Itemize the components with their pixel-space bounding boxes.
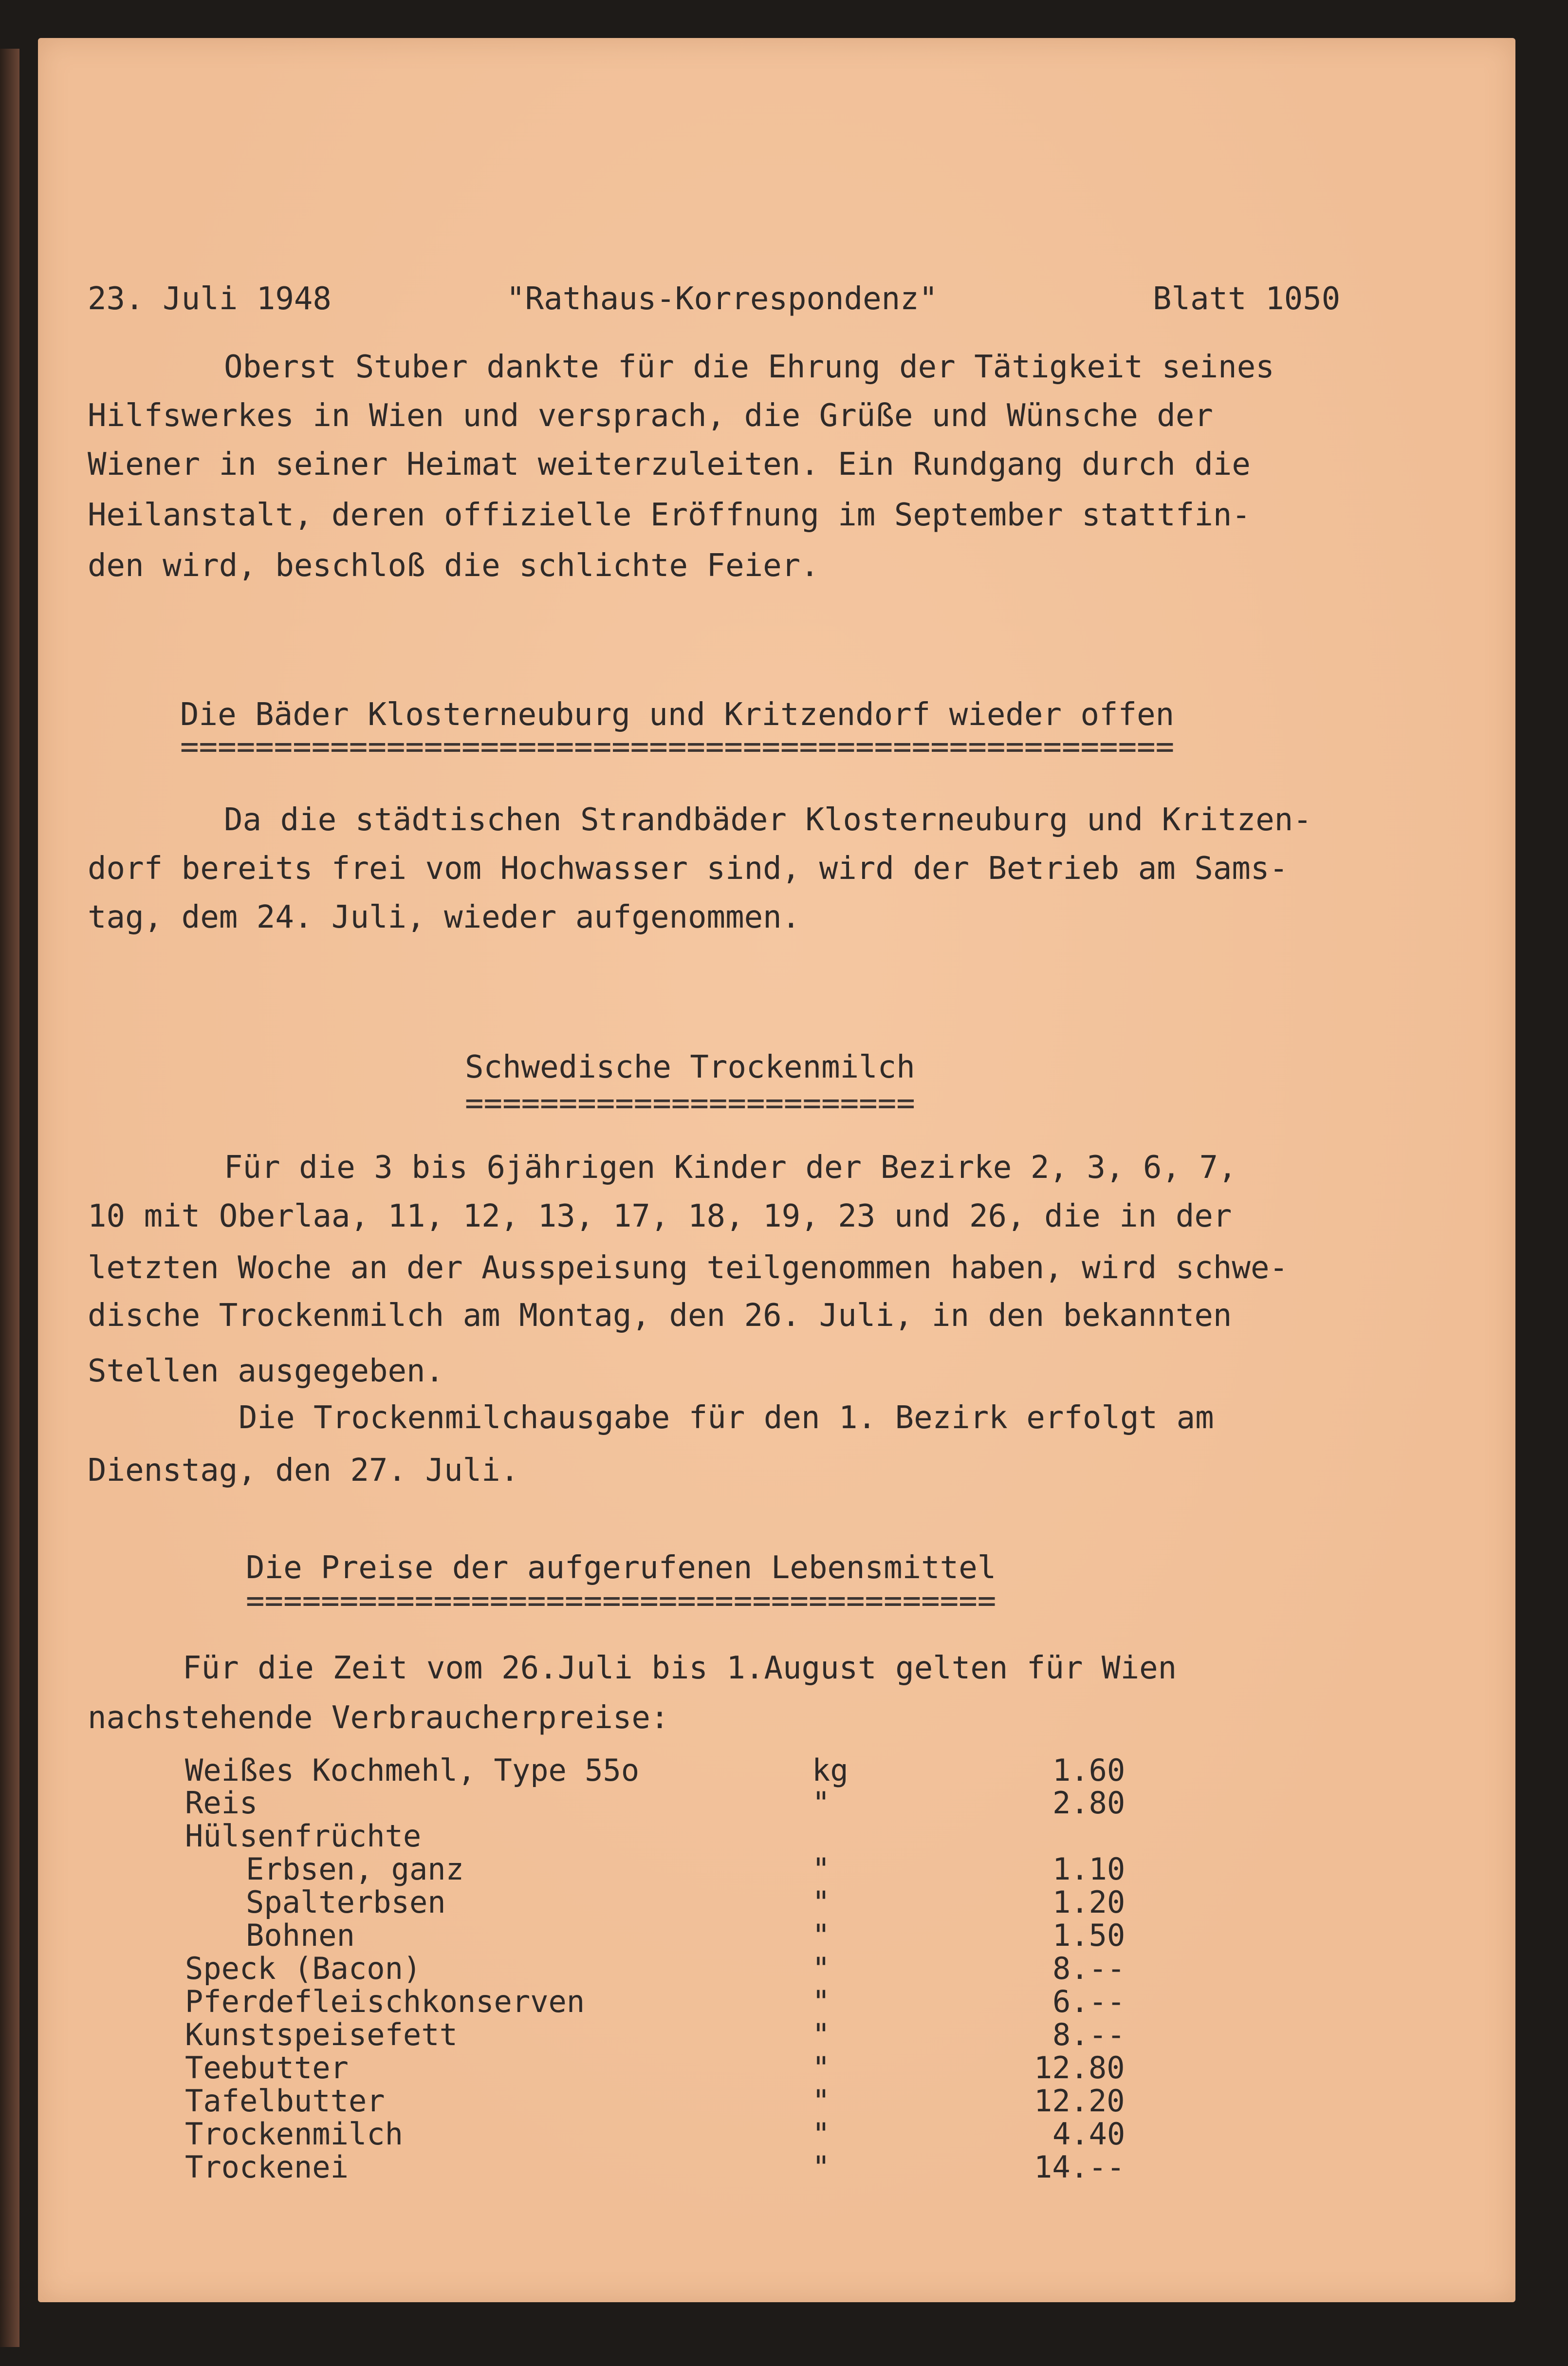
row-item: Kunstspeisefett	[185, 2017, 458, 2052]
row-price: 1.20	[1052, 1884, 1125, 1920]
row-item: Erbsen, ganz	[246, 1851, 464, 1887]
milch-line: letzten Woche an der Ausspeisung teilgenommen haben, wird schwe-	[88, 1250, 1288, 1286]
baeder-line: Da die städtischen Strandbäder Klosterneuburg und Kritzen-	[224, 802, 1312, 838]
row-item: Weißes Kochmehl, Type 55o	[185, 1752, 640, 1788]
row-unit: "	[812, 2149, 830, 2185]
section-heading-preise: Die Preise der aufgerufenen Lebensmittel	[246, 1550, 996, 1586]
row-unit: "	[812, 1884, 830, 1920]
baeder-line: tag, dem 24. Juli, wieder aufgenommen.	[88, 899, 801, 935]
row-item: Tafelbutter	[185, 2083, 385, 2119]
row-price: 1.60	[1052, 1752, 1125, 1788]
row-item: Speck (Bacon)	[185, 1951, 422, 1986]
row-item: Reis	[185, 1785, 258, 1821]
row-item: Bohnen	[246, 1918, 355, 1953]
row-unit: "	[812, 1918, 830, 1953]
milch-line: dische Trockenmilch am Montag, den 26. Juli, in den bekannten	[88, 1298, 1232, 1334]
row-price: 8.--	[1052, 1951, 1125, 1986]
row-price: 2.80	[1052, 1785, 1125, 1821]
row-item: Pferdefleischkonserven	[185, 1984, 585, 2019]
intro-line: den wird, beschloß die schlichte Feier.	[88, 548, 819, 584]
row-item: Hülsenfrüchte	[185, 1818, 422, 1854]
row-unit: "	[812, 1984, 830, 2019]
heading-underline: =====================================================	[180, 729, 1175, 765]
row-unit: kg	[812, 1752, 849, 1788]
intro-line: Wiener in seiner Heimat weiterzuleiten. Ein Rundgang durch die	[88, 447, 1251, 483]
adjacent-page-edge	[0, 49, 19, 2347]
heading-underline: ========================	[465, 1085, 915, 1121]
milch-line: Für die 3 bis 6jährigen Kinder der Bezirke 2, 3, 6, 7,	[224, 1150, 1237, 1186]
row-unit: "	[812, 1851, 830, 1887]
section-heading-baeder: Die Bäder Klosterneuburg und Kritzendorf wieder offen	[180, 697, 1175, 733]
milch-line: Die Trockenmilchausgabe für den 1. Bezirk erfolgt am	[239, 1400, 1214, 1436]
header-publication: "Rathaus-Korrespondenz"	[506, 281, 938, 317]
row-price: 14.--	[1034, 2149, 1125, 2185]
row-price: 1.10	[1052, 1851, 1125, 1887]
baeder-line: dorf bereits frei vom Hochwasser sind, wird der Betrieb am Sams-	[88, 851, 1288, 887]
header-date: 23. Juli 1948	[88, 281, 332, 317]
row-item: Teebutter	[185, 2050, 349, 2086]
preise-line: Für die Zeit vom 26.Juli bis 1.August gelten für Wien	[183, 1650, 1177, 1686]
heading-underline: ========================================	[246, 1583, 996, 1619]
section-heading-milch: Schwedische Trockenmilch	[465, 1049, 915, 1085]
row-item: Trockenmilch	[185, 2116, 403, 2152]
row-unit: "	[812, 2050, 830, 2086]
row-price: 4.40	[1052, 2116, 1125, 2152]
row-price: 1.50	[1052, 1918, 1125, 1953]
row-unit: "	[812, 2083, 830, 2119]
row-price: 12.20	[1034, 2083, 1125, 2119]
row-item: Spalterbsen	[246, 1884, 446, 1920]
row-unit: "	[812, 1951, 830, 1986]
milch-line: Dienstag, den 27. Juli.	[88, 1453, 519, 1489]
row-unit: "	[812, 2116, 830, 2152]
intro-line: Heilanstalt, deren offizielle Eröffnung im September stattfin-	[88, 497, 1251, 533]
row-item: Trockenei	[185, 2149, 349, 2185]
milch-line: 10 mit Oberlaa, 11, 12, 13, 17, 18, 19, 23 und 26, die in der	[88, 1198, 1232, 1234]
intro-line: Oberst Stuber dankte für die Ehrung der Tätigkeit seines	[224, 349, 1274, 385]
row-price: 8.--	[1052, 2017, 1125, 2052]
row-price: 12.80	[1034, 2050, 1125, 2086]
preise-line: nachstehende Verbraucherpreise:	[88, 1700, 669, 1736]
intro-line: Hilfswerkes in Wien und versprach, die Grüße und Wünsche der	[88, 398, 1213, 434]
row-price: 6.--	[1052, 1984, 1125, 2019]
row-unit: "	[812, 1785, 830, 1821]
row-unit: "	[812, 2017, 830, 2052]
header-sheet: Blatt 1050	[1153, 281, 1341, 317]
milch-line: Stellen ausgegeben.	[88, 1353, 444, 1389]
